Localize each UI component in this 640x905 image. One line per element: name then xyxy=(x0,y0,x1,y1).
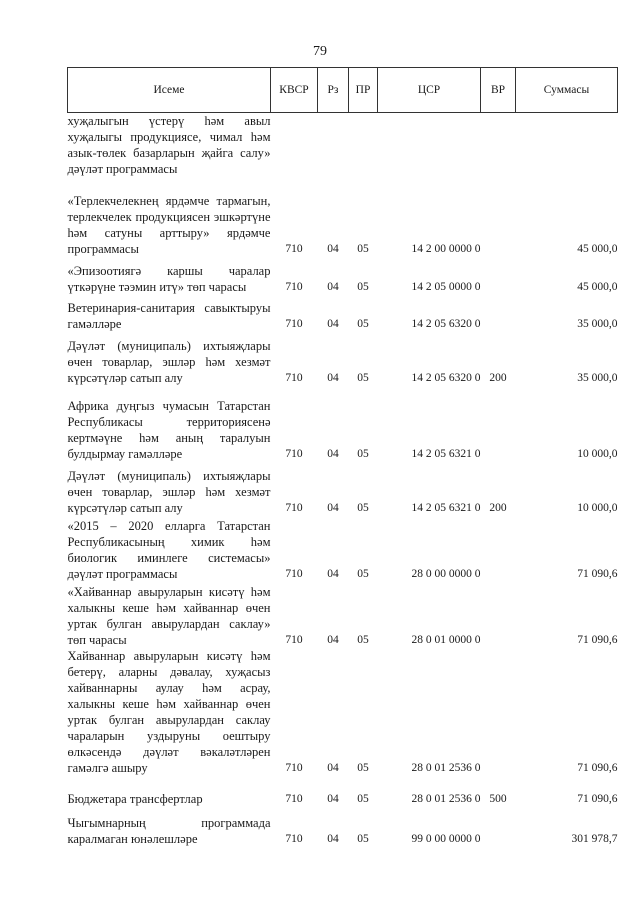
row-vr xyxy=(481,516,516,582)
table-row xyxy=(68,516,618,582)
row-kvsr: 710 xyxy=(285,568,303,580)
row-rz xyxy=(318,113,349,178)
row-pr: 05 xyxy=(357,762,369,774)
row-csr: 14 2 05 0000 0 xyxy=(411,281,481,293)
row-sum xyxy=(516,113,618,178)
table-row xyxy=(68,113,618,178)
row-name: Африка дуңгыз чумасын Татарстан Республикасы территориясенә кертмәүне һәм аның таралуын булдырмау гамәлләре xyxy=(67,399,271,461)
row-csr: 28 0 01 2536 0 xyxy=(411,762,481,774)
row-rz: 04 xyxy=(327,762,339,774)
row-rz: 04 xyxy=(327,372,339,384)
row-rz: 04 xyxy=(327,634,339,646)
row-sum: 71 090,6 xyxy=(577,568,618,580)
table-row xyxy=(68,462,618,516)
row-pr: 05 xyxy=(357,281,369,293)
header-pr: ПР xyxy=(349,68,378,113)
row-name: «Хайваннар авыруларын кисәтү һәм халыкны кеше һәм хайваннар өчен уртак булган авырулардан саклау» төп чарасы xyxy=(67,585,271,647)
row-csr: 28 0 00 0000 0 xyxy=(411,568,481,580)
row-csr xyxy=(378,113,481,178)
row-sum: 45 000,0 xyxy=(577,281,618,293)
row-name: Бюджетара трансфертлар xyxy=(67,792,203,806)
row-kvsr: 710 xyxy=(285,634,303,646)
row-kvsr: 710 xyxy=(285,448,303,460)
row-pr: 05 xyxy=(357,634,369,646)
row-sum: 71 090,6 xyxy=(577,634,618,646)
table-row xyxy=(68,807,618,847)
header-rz: Рз xyxy=(318,68,349,113)
table-row xyxy=(68,776,618,807)
row-pr: 05 xyxy=(357,833,369,845)
row-vr: 500 xyxy=(489,793,507,805)
row-vr xyxy=(481,386,516,462)
row-csr: 28 0 01 2536 0 xyxy=(411,793,481,805)
row-sum: 10 000,0 xyxy=(577,448,618,460)
row-csr: 14 2 00 0000 0 xyxy=(411,243,481,255)
row-name: хуҗалыгын үстерү һәм авыл хуҗалыгы продукциясе, чимал һәм азык-төлек базарларын җайга салу» дәүләт программасы xyxy=(67,114,271,176)
row-pr: 05 xyxy=(357,448,369,460)
row-kvsr: 710 xyxy=(285,793,303,805)
row-pr: 05 xyxy=(357,318,369,330)
table-row xyxy=(68,332,618,386)
row-rz: 04 xyxy=(327,502,339,514)
header-sum: Суммасы xyxy=(516,68,618,113)
row-kvsr: 710 xyxy=(285,243,303,255)
header-csr: ЦСР xyxy=(378,68,481,113)
row-pr: 05 xyxy=(357,502,369,514)
row-kvsr xyxy=(271,113,318,178)
row-rz: 04 xyxy=(327,243,339,255)
row-name: Чыгымнарның программада каралмаган юнәлешләре xyxy=(67,816,271,846)
row-kvsr: 710 xyxy=(285,281,303,293)
row-vr xyxy=(481,295,516,332)
page-number: 79 xyxy=(313,44,327,59)
table-row xyxy=(68,386,618,462)
row-pr: 05 xyxy=(357,568,369,580)
row-rz: 04 xyxy=(327,318,339,330)
row-name: Дәүләт (муниципаль) ихтыяҗлары өчен товарлар, эшләр һәм хезмәт күрсәтүләр сатып алу xyxy=(67,469,271,515)
row-kvsr: 710 xyxy=(285,833,303,845)
row-vr xyxy=(481,177,516,257)
row-csr: 14 2 05 6320 0 xyxy=(411,318,481,330)
table-row xyxy=(68,257,618,295)
row-pr xyxy=(349,113,378,178)
row-vr xyxy=(481,648,516,776)
row-pr: 05 xyxy=(357,793,369,805)
row-rz: 04 xyxy=(327,833,339,845)
table-header-row xyxy=(68,68,618,113)
row-pr: 05 xyxy=(357,243,369,255)
row-sum: 71 090,6 xyxy=(577,762,618,774)
row-sum: 301 978,7 xyxy=(571,833,618,845)
budget-table xyxy=(67,67,618,847)
row-csr: 14 2 05 6321 0 xyxy=(411,448,481,460)
row-pr: 05 xyxy=(357,372,369,384)
row-name: Дәүләт (муниципаль) ихтыяҗлары өчен товарлар, эшләр һәм хезмәт күрсәтүләр сатып алу xyxy=(67,339,271,385)
row-vr xyxy=(481,257,516,295)
row-name: Хайваннар авыруларын кисәтү һәм бетерү, аларны дәвалау, хуҗасыз хайваннарны аулау һәм асрау, халыкны кеше һәм хайваннар өчен уртак булган авырулардан саклау чараларын уздыруны оештыру өлкәсендә дәүләт вәкаләтләрен гамәлгә ашыру xyxy=(67,649,271,775)
table-row xyxy=(68,648,618,776)
row-name: Ветеринария-санитария савыктыруы гамәлләре xyxy=(67,301,271,331)
row-name: «Эпизоотиягә каршы чаралар үткәрүне тәэмин итү» төп чарасы xyxy=(67,264,271,294)
row-sum: 71 090,6 xyxy=(577,793,618,805)
row-sum: 45 000,0 xyxy=(577,243,618,255)
header-name: Исеме xyxy=(68,68,271,113)
row-vr xyxy=(481,582,516,648)
row-rz: 04 xyxy=(327,568,339,580)
row-vr xyxy=(481,807,516,847)
table-row xyxy=(68,295,618,332)
row-sum: 35 000,0 xyxy=(577,372,618,384)
row-vr: 200 xyxy=(489,502,507,514)
row-csr: 14 2 05 6320 0 xyxy=(411,372,481,384)
row-rz: 04 xyxy=(327,793,339,805)
row-sum: 10 000,0 xyxy=(577,502,618,514)
row-rz: 04 xyxy=(327,448,339,460)
row-csr: 99 0 00 0000 0 xyxy=(411,833,481,845)
header-kvsr: КВСР xyxy=(271,68,318,113)
row-sum: 35 000,0 xyxy=(577,318,618,330)
table-row xyxy=(68,177,618,257)
row-kvsr: 710 xyxy=(285,502,303,514)
row-name: «2015 – 2020 елларга Татарстан Республикасының химик һәм биологик иминлеге системасы» дәүләт программасы xyxy=(67,519,271,581)
row-name: «Терлекчелекнең ярдәмче тармагын, терлекчелек продукциясен эшкәртүне һәм сатуны арттыру» ярдәмче программасы xyxy=(67,194,271,256)
row-csr: 28 0 01 0000 0 xyxy=(411,634,481,646)
header-vr: ВР xyxy=(481,68,516,113)
row-csr: 14 2 05 6321 0 xyxy=(411,502,481,514)
row-kvsr: 710 xyxy=(285,762,303,774)
row-vr xyxy=(481,113,516,178)
row-kvsr: 710 xyxy=(285,372,303,384)
row-kvsr: 710 xyxy=(285,318,303,330)
row-rz: 04 xyxy=(327,281,339,293)
row-vr: 200 xyxy=(489,372,507,384)
table-row xyxy=(68,582,618,648)
